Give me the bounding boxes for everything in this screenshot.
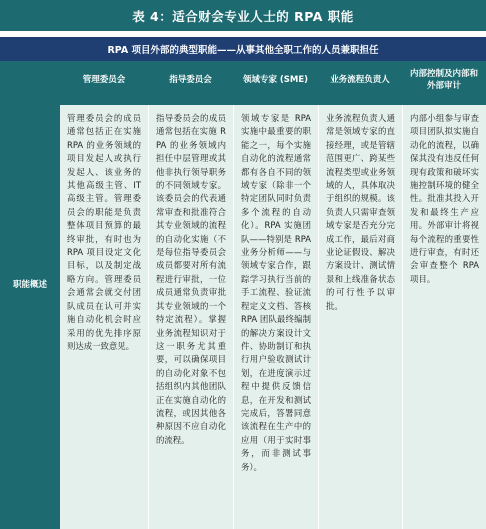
cell-text-steering-committee: 指导委员会的成员通常包括在实施 RPA 的业务领域内担任中层管理或其他非执行领导职务的不同领域专家。该委员会的代表通常审查和批准符合其专业领域的流程的自动化实施（不是每位指导委员会成员都要对所有流程进行审批，一位成员通常负责审批其专业领域的一个特定流程）。掌握业务流程知识对于这一职务尤其重要，可以确保项目的自动化对象不包括组织内其他团队正在实施自动化的流程，或因其他各种原因不应自动化的流程。 [156,113,226,445]
cell-internal-control-audit [402,105,486,529]
column-header-management-committee: 管理委员会 [82,75,126,85]
column-header-internal-control-audit: 内部控制及内部和外部审计 [409,69,478,91]
cell-sme [233,105,318,529]
cell-text-process-owner: 业务流程负责人通常是领域专家的直接经理，或是管辖范围更广、跨某些流程类型或业务领域的人，具体取决于组织的规模。该负责人只需审查领域专家是否充分完成工作，最后对商业论证假设、解决方案设计、测试情景和上线准备状态的可行性予以审批。 [326,113,395,311]
cell-steering-committee [148,105,233,529]
cell-text-sme: 领域专家是 RPA 实施中最重要的职能之一，每个实施自动化的流程通常都有各自不同的领域专家（除非一个特定团队同时负责多个流程的自动化）。RPA 实施团队——特别是 RPA 业务分析师——与领域专家合作，跟踪学习执行当前的手工流程、验证流程定义文档、答核 RPA 团队最终编制的解决方案设计文件、协助制订和执行用户验收测试计划，在进度演示过程中提供反馈信息，在开发和测试完成后，答署同意该流程在生产中的应用（用于实时事务，而非测试事务）。 [241,113,311,472]
table-title: 表 4：适合财会专业人士的 RPA 职能 [0,0,486,31]
column-header-process-owner: 业务流程负责人 [330,75,390,85]
cell-text-internal-control-audit: 内部小组参与审查项目团队拟实施自动化的流程，以确保其没有违反任何现有政策和破坏实施控制环境的健全性。批准其投入开发和最终生产应用。外部审计将视每个流程的重要性进行审查，有时还会审查整个 RPA 项目。 [410,113,479,284]
row-label-cell [0,105,60,529]
cell-management-committee [60,105,148,529]
column-header-sme: 领域专家 (SME) [242,75,309,85]
table-subtitle: RPA 项目外部的典型职能——从事其他全职工作的人员兼职担任 [0,37,486,61]
cell-process-owner [318,105,402,529]
row-label: 职能概述 [12,280,47,290]
column-header-steering-committee: 指导委员会 [169,75,212,85]
cell-text-management-committee: 管理委员会的成员通常包括正在实施 RPA 的业务领域的项目发起人或执行发起人、该业务的其他高级主管、IT 高级主管。管理委员会的职能是负责整体项目预算的最终审批，有时也为 RPA 项目设定文化目标，以及制定战略方向。管理委员会通常会就交付团队成员在认可并实施自动化机会时应采用的优先排序原则达成一致意见。 [67,113,141,351]
